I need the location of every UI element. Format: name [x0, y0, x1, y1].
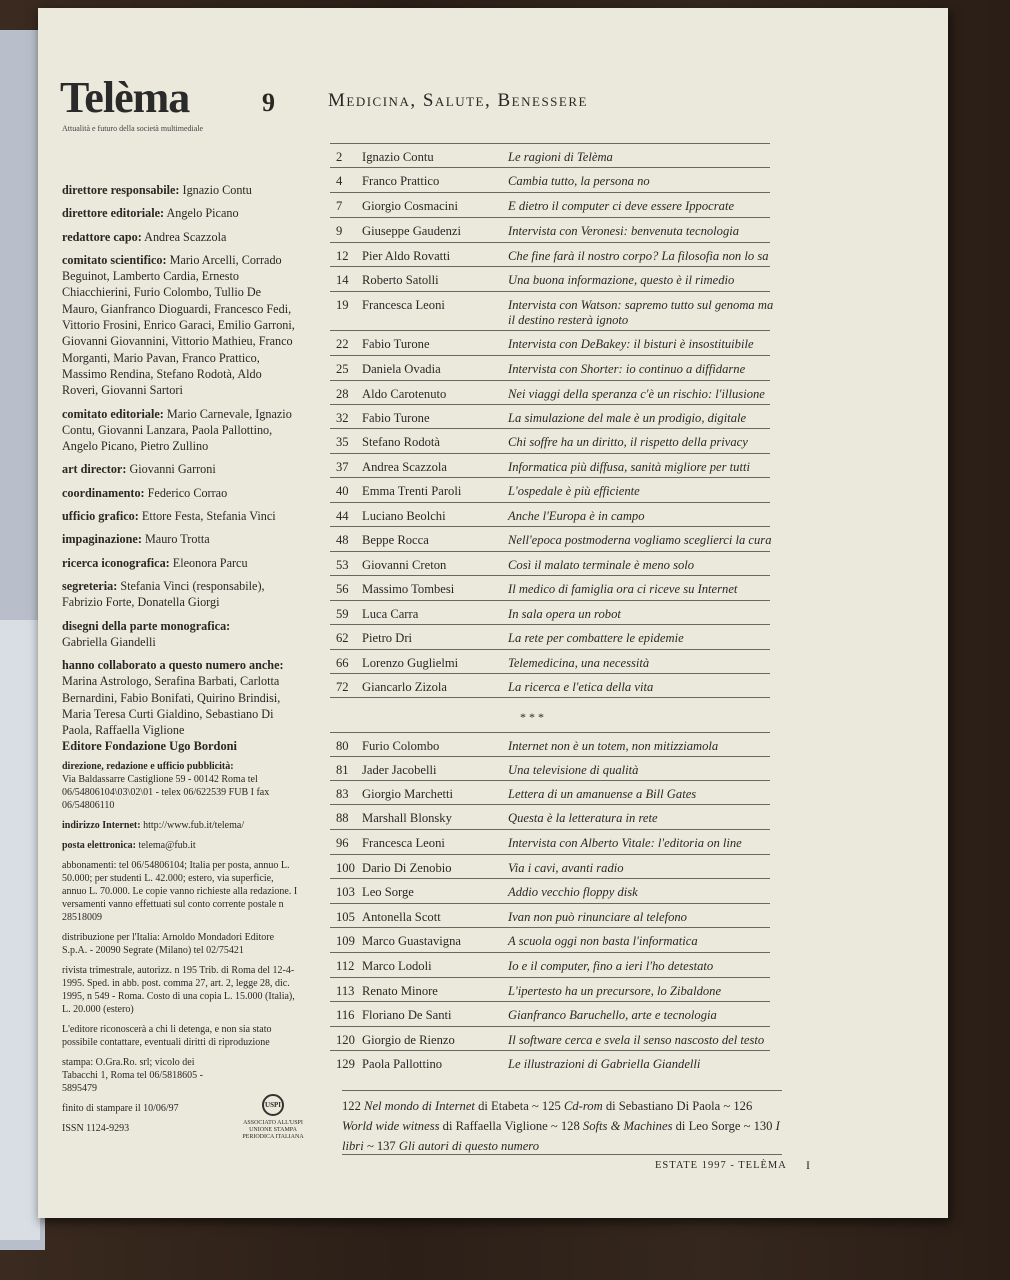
toc-title: Intervista con Alberto Vitale: l'editoria on line — [508, 836, 742, 850]
toc-title: Internet non è un totem, non mitizziamola — [508, 739, 719, 753]
toc-rule — [330, 167, 770, 168]
toc-author: Jader Jacobelli — [362, 763, 437, 777]
toc-author: Giuseppe Gaudenzi — [362, 224, 461, 238]
credit-entry — [62, 531, 298, 547]
toc-author: Pier Aldo Rovatti — [362, 249, 451, 263]
toc-author: Beppe Rocca — [362, 533, 429, 547]
toc-page-number: 72 — [336, 680, 349, 694]
toc-page-number: 14 — [336, 273, 349, 287]
toc-rule — [330, 903, 770, 904]
toc-page-number: 35 — [336, 435, 349, 449]
toc-author: Luciano Beolchi — [362, 509, 446, 523]
toc-title: Questa è la letteratura in rete — [508, 811, 658, 825]
footer-page-number: 137 — [376, 1139, 396, 1153]
email-address[interactable]: telema@fub.it — [138, 840, 196, 851]
toc-author: Ignazio Contu — [362, 150, 434, 164]
toc-rule — [330, 355, 770, 356]
credit-label: ufficio grafico: — [62, 509, 139, 524]
left-page-edge-lower — [0, 620, 40, 1240]
section-separator: * * * — [520, 710, 544, 724]
credit-entry — [62, 461, 298, 477]
credit-names: Mauro Trotta — [144, 532, 210, 547]
credit-entry — [62, 657, 298, 738]
running-footer: ESTATE 1997 - TELÈMA — [655, 1160, 787, 1171]
toc-author: Marco Lodoli — [362, 959, 432, 973]
credit-names: Gabriella Giandelli — [62, 634, 156, 649]
credit-names: Marina Astrologo, Serafina Barbati, Carlotta Bernardini, Fabio Bonifati, Quirino Brindisi, Maria Teresa Curti Gialdino, Sebastiano Di Paola, Raffaella Viglione — [62, 674, 281, 738]
uspi-logo-icon: USPI — [262, 1094, 284, 1116]
toc-page-number: 120 — [336, 1033, 355, 1047]
toc-rule — [330, 732, 770, 733]
toc-author: Fabio Turone — [362, 411, 430, 425]
subscriptions-text: abbonamenti: tel 06/54806104; Italia per posta, annuo L. 50.000; per studenti L. 42.000; estero, via superficie, annuo L. 70.000. Le copie vanno richieste alla redazione. I versamenti vanno effettuati sul conto corrente postale n 28518009 — [62, 860, 298, 923]
credit-names: Giovanni Garroni — [129, 462, 216, 477]
print-text: stampa: O.Gra.Ro. srl; vicolo dei Tabacchi 1, Roma tel 06/5818605 - 5895479 — [62, 1057, 203, 1094]
credit-label: redattore capo: — [62, 229, 142, 244]
toc-page-number: 109 — [336, 934, 355, 948]
toc-author: Massimo Tombesi — [362, 582, 455, 596]
footer-page-number: 126 — [733, 1099, 753, 1113]
footer-author: di Leo Sorge ~ — [675, 1119, 751, 1133]
toc-page-number: 2 — [336, 150, 343, 164]
credit-entry — [62, 555, 298, 571]
toc-page-number: 81 — [336, 763, 349, 777]
toc-page-number: 129 — [336, 1057, 355, 1071]
toc-rule — [330, 1050, 770, 1051]
toc-author: Fabio Turone — [362, 337, 430, 351]
toc-rule — [330, 878, 770, 879]
toc-page-number: 25 — [336, 362, 349, 376]
footer-author: di Sebastiano Di Paola ~ — [605, 1099, 731, 1113]
footer-item[interactable] — [561, 1119, 754, 1133]
toc-author: Giorgio Cosmacini — [362, 199, 458, 213]
rights-text: L'editore riconoscerà a chi li detenga, e non sia stato possibile contattare, eventuali diritti di riproduzione — [62, 1024, 272, 1048]
toc-author: Giancarlo Zizola — [362, 680, 447, 694]
toc-title: Così il malato terminale è meno solo — [508, 558, 695, 572]
credit-label: direttore responsabile: — [62, 183, 180, 197]
toc-author: Paola Pallottino — [362, 1057, 443, 1071]
toc-author: Marshall Blonsky — [362, 811, 452, 825]
toc-title: Nei viaggi della speranza c'è un rischio: l'illusione — [508, 387, 765, 401]
toc-page-number: 32 — [336, 411, 349, 425]
toc-rule — [330, 649, 770, 650]
toc-rule — [330, 502, 770, 503]
toc-title: L'ospedale è più efficiente — [508, 484, 640, 498]
footer-page-number: 122 — [342, 1099, 361, 1113]
toc-rule — [330, 266, 770, 267]
credit-names: Eleonora Parcu — [172, 555, 248, 570]
footer-item[interactable] — [377, 1139, 539, 1153]
toc-title: In sala opera un robot — [508, 607, 621, 621]
toc-rule — [330, 1026, 770, 1027]
footer-items — [342, 1096, 782, 1156]
address-text: Via Baldassarre Castiglione 59 - 00142 Roma tel 06/54806104\03\02\01 - telex 06/622539 FUB I fax 06/54806110 — [62, 774, 270, 811]
credit-entry — [62, 205, 298, 221]
toc-rule — [330, 854, 770, 855]
toc-author: Stefano Rodotà — [362, 435, 440, 449]
footer-item[interactable] — [542, 1099, 733, 1113]
toc-title: Gianfranco Baruchello, arte e tecnologia — [508, 1008, 717, 1022]
toc-author: Aldo Carotenuto — [362, 387, 447, 401]
legal-text: rivista trimestrale, autorizz. n 195 Trib. di Roma del 12-4-1995. Sped. in abb. post. comma 27, art. 2, legge 28, dic. 1995, n 549 - Roma. Costo di una copia L. 15.000 (Italia), L. 20.000 (estero) — [62, 965, 295, 1015]
footer-title: World wide witness — [342, 1119, 440, 1133]
credit-label: ricerca iconografica: — [62, 555, 170, 570]
credit-entry — [62, 406, 298, 455]
toc-author: Antonella Scott — [362, 910, 441, 924]
toc-rule — [330, 477, 770, 478]
credit-entry — [62, 485, 298, 501]
toc-title: Nell'epoca postmoderna vogliamo sceglierci la cura — [508, 533, 772, 547]
toc-page-number: 9 — [336, 224, 343, 238]
footer-title: Softs & Machines — [582, 1119, 673, 1133]
footer-author: di Etabeta ~ — [478, 1099, 539, 1113]
credit-names: Andrea Scazzola — [144, 229, 227, 244]
toc-page-number: 44 — [336, 509, 349, 523]
credit-names: Mario Arcelli, Corrado Beguinot, Lamberto Cardia, Ernesto Chiacchierini, Furio Colombo, Tullio De Mauro, Gianfranco Dioguardi, Francesco Fedi, Vittorio Frosini, Enrico Garaci, Emilio Garroni, Giovanni Giovannini, Vittorio Mathieu, Franco Morganti, Mario Pavan, Franco Prattico, Massimo Rendina, Stefano Rodotà, Aldo Roveri, Giovanni Sartori — [62, 252, 295, 398]
footer-author: di Raffaella Viglione ~ — [442, 1119, 558, 1133]
toc-rule — [330, 428, 770, 429]
credit-label: segreteria: — [62, 578, 118, 593]
toc-title: Intervista con Shorter: io continuo a diffidarne — [508, 362, 746, 376]
toc-author: Luca Carra — [362, 607, 419, 621]
toc-author: Roberto Satolli — [362, 273, 439, 287]
toc-author: Dario Di Zenobio — [362, 861, 452, 875]
toc-rule — [330, 952, 770, 953]
distribution-text: distribuzione per l'Italia: Arnoldo Mondadori Editore S.p.A. - 20090 Segrate (Milano) tel 02/75421 — [62, 932, 275, 956]
toc-rule — [330, 380, 770, 381]
toc-rule — [330, 143, 770, 144]
toc-page-number: 66 — [336, 656, 349, 670]
toc-title: Le ragioni di Telèma — [508, 150, 613, 164]
toc-rule — [330, 330, 770, 331]
toc-page-number: 112 — [336, 959, 355, 973]
toc-rule — [330, 673, 770, 674]
toc-rule — [330, 526, 770, 527]
toc-title: Ivan non può rinunciare al telefono — [508, 910, 687, 924]
toc-title: Cambia tutto, la persona no — [508, 174, 650, 188]
toc-page-number: 37 — [336, 460, 349, 474]
toc-title: Una televisione di qualità — [508, 763, 639, 777]
footer-title: I libri ~ — [342, 1119, 780, 1153]
credit-names: Mario Carnevale, Ignazio Contu, Giovanni Lanzara, Paola Pallottino, Angelo Picano, Pietro Zullino — [62, 406, 292, 454]
toc-page-number: 53 — [336, 558, 349, 572]
credit-label: impaginazione: — [62, 532, 142, 547]
toc-title: Il software cerca e svela il senso nascosto del testo — [508, 1033, 765, 1047]
credit-entry — [62, 252, 298, 399]
toc-title: Io e il computer, fino a ieri l'ho detestato — [508, 959, 714, 973]
toc-page-number: 48 — [336, 533, 349, 547]
internet-url[interactable]: http://www.fub.it/telema/ — [143, 820, 245, 831]
toc-author: Giorgio Marchetti — [362, 787, 454, 801]
toc-title: Intervista con DeBakey: il bisturi è insostituibile — [508, 337, 754, 351]
credit-label: direttore editoriale: — [62, 206, 165, 221]
toc-author: Marco Guastavigna — [362, 934, 461, 948]
credit-entry — [62, 229, 298, 245]
toc-page-number: 7 — [336, 199, 343, 213]
footer-title: Cd-rom — [563, 1099, 603, 1113]
toc-rule — [330, 697, 770, 698]
footer-page-number: 128 — [560, 1119, 580, 1133]
credit-entry — [62, 508, 298, 524]
toc-page-number: 12 — [336, 249, 349, 263]
toc-rule — [330, 829, 770, 830]
issn-text: ISSN 1124-9293 — [62, 1123, 130, 1134]
toc-title: Intervista con Veronesi: benvenuta tecnologia — [508, 224, 740, 238]
toc-page-number: 19 — [336, 298, 349, 312]
toc-title: Una buona informazione, questo è il rimedio — [508, 273, 735, 287]
toc-rule — [330, 217, 770, 218]
toc-author: Andrea Scazzola — [362, 460, 447, 474]
toc-author: Leo Sorge — [362, 885, 414, 899]
toc-page-number: 113 — [336, 984, 355, 998]
toc-page-number: 83 — [336, 787, 349, 801]
toc-title: Telemedicina, una necessità — [508, 656, 650, 670]
toc-title: Intervista con Watson: sapremo tutto sul genoma ma il destino resterà ignoto — [508, 298, 774, 327]
internet-label: indirizzo Internet: — [62, 820, 141, 831]
credit-label: hanno collaborato a questo numero anche: — [62, 658, 284, 673]
toc-page-number: 103 — [336, 885, 355, 899]
toc-rule — [330, 927, 770, 928]
publisher-name: Editore Fondazione Ugo Bordoni — [62, 739, 237, 753]
toc-page-number: 59 — [336, 607, 349, 621]
toc-page-number: 22 — [336, 337, 349, 351]
footer-page-number: 130 — [753, 1119, 773, 1133]
toc-author: Giorgio de Rienzo — [362, 1033, 455, 1047]
credit-label: comitato editoriale: — [62, 406, 164, 421]
toc-author: Franco Prattico — [362, 174, 440, 188]
toc-author: Francesca Leoni — [362, 298, 445, 312]
finished-text: finito di stampare il 10/06/97 — [62, 1103, 179, 1114]
footer-title: Nel mondo di Internet — [364, 1099, 475, 1113]
toc-rule — [330, 404, 770, 405]
toc-title: La ricerca e l'etica della vita — [508, 680, 654, 694]
toc-title: Via i cavi, avanti radio — [508, 861, 624, 875]
toc-page-number: 28 — [336, 387, 349, 401]
toc-title: L'ipertesto ha un precursore, lo Zibaldone — [508, 984, 722, 998]
toc-author: Giovanni Creton — [362, 558, 447, 572]
toc-rule — [330, 756, 770, 757]
toc-page-number: 116 — [336, 1008, 355, 1022]
toc-rule — [330, 977, 770, 978]
toc-rule — [330, 624, 770, 625]
toc-page-number: 105 — [336, 910, 355, 924]
toc-page-number: 100 — [336, 861, 355, 875]
masthead-tagline: Attualità e futuro della società multimediale — [62, 124, 204, 133]
toc-footer — [342, 1096, 782, 1156]
toc-rule — [330, 453, 770, 454]
toc-page-number: 56 — [336, 582, 349, 596]
footer-top-line — [342, 1090, 782, 1091]
toc-author: Floriano De Santi — [362, 1008, 452, 1022]
toc-title: Informatica più diffusa, sanità migliore per tutti — [508, 460, 750, 474]
toc-page-number: 40 — [336, 484, 349, 498]
toc-author: Pietro Dri — [362, 631, 413, 645]
toc-rule — [330, 291, 770, 292]
toc-rule — [330, 551, 770, 552]
toc-title: Anche l'Europa è in campo — [508, 509, 645, 523]
issue-theme: Medicina, Salute, Benessere — [328, 90, 588, 111]
toc-author: Renato Minore — [362, 984, 438, 998]
credit-label: disegni della parte monografica: — [62, 618, 231, 633]
email-label: posta elettronica: — [62, 840, 136, 851]
credit-names: Ignazio Contu — [182, 183, 252, 197]
toc-rule — [330, 575, 770, 576]
toc-title: Lettera di un amanuense a Bill Gates — [508, 787, 697, 801]
toc-rule — [330, 780, 770, 781]
uspi-text: ASSOCIATO ALL'USPI UNIONE STAMPA PERIODICA ITALIANA — [242, 1120, 304, 1140]
toc-title: La simulazione del male è un prodigio, digitale — [508, 411, 747, 425]
toc-title: A scuola oggi non basta l'informatica — [508, 934, 698, 948]
toc-rule — [330, 192, 770, 193]
credit-label: art director: — [62, 462, 127, 477]
toc-rule — [330, 600, 770, 601]
toc-page-number: 80 — [336, 739, 349, 753]
toc-rule — [330, 1001, 770, 1002]
toc-rule — [330, 804, 770, 805]
toc-title: Le illustrazioni di Gabriella Giandelli — [508, 1057, 701, 1071]
page-number: I — [806, 1158, 810, 1172]
toc-author: Furio Colombo — [362, 739, 440, 753]
credit-label: coordinamento: — [62, 485, 145, 500]
credit-label: comitato scientifico: — [62, 252, 167, 267]
toc-title: Addio vecchio floppy disk — [508, 885, 638, 899]
toc-title: La rete per combattere le epidemie — [508, 631, 684, 645]
publisher-column — [62, 740, 298, 1142]
toc-title: E dietro il computer ci deve essere Ippocrate — [508, 199, 735, 213]
credit-entry — [62, 182, 298, 198]
credit-entry — [62, 578, 298, 611]
credit-entry — [62, 618, 298, 651]
toc-author: Francesca Leoni — [362, 836, 445, 850]
toc-author: Lorenzo Guglielmi — [362, 656, 459, 670]
toc-page-number: 96 — [336, 836, 349, 850]
issue-number: 9 — [262, 88, 275, 117]
footer-title: Gli autori di questo numero — [398, 1139, 540, 1153]
toc-author: Emma Trenti Paroli — [362, 484, 462, 498]
toc-page-number: 62 — [336, 631, 349, 645]
credit-names: Federico Corrao — [147, 485, 228, 500]
uspi-badge — [240, 1094, 306, 1141]
masthead-logo: Telèma — [60, 73, 190, 122]
toc-page-number: 4 — [336, 174, 343, 188]
toc-title: Che fine farà il nostro corpo? La filosofia non lo sa — [508, 249, 769, 263]
footer-page-number: 125 — [541, 1099, 561, 1113]
toc-author: Daniela Ovadia — [362, 362, 441, 376]
toc-page-number: 88 — [336, 811, 349, 825]
footer-item[interactable] — [342, 1099, 542, 1113]
toc-title: Il medico di famiglia ora ci riceve su Internet — [508, 582, 738, 596]
credit-names: Stefania Vinci (responsabile), Fabrizio Forte, Donatella Giorgi — [62, 578, 265, 610]
credits-column — [62, 182, 298, 746]
credit-names: Angelo Picano — [166, 206, 239, 221]
toc-title: Chi soffre ha un diritto, il rispetto della privacy — [508, 435, 748, 449]
credit-names: Ettore Festa, Stefania Vinci — [141, 509, 276, 524]
address-label: direzione, redazione e ufficio pubblicità: — [62, 761, 234, 772]
toc-rule — [330, 242, 770, 243]
